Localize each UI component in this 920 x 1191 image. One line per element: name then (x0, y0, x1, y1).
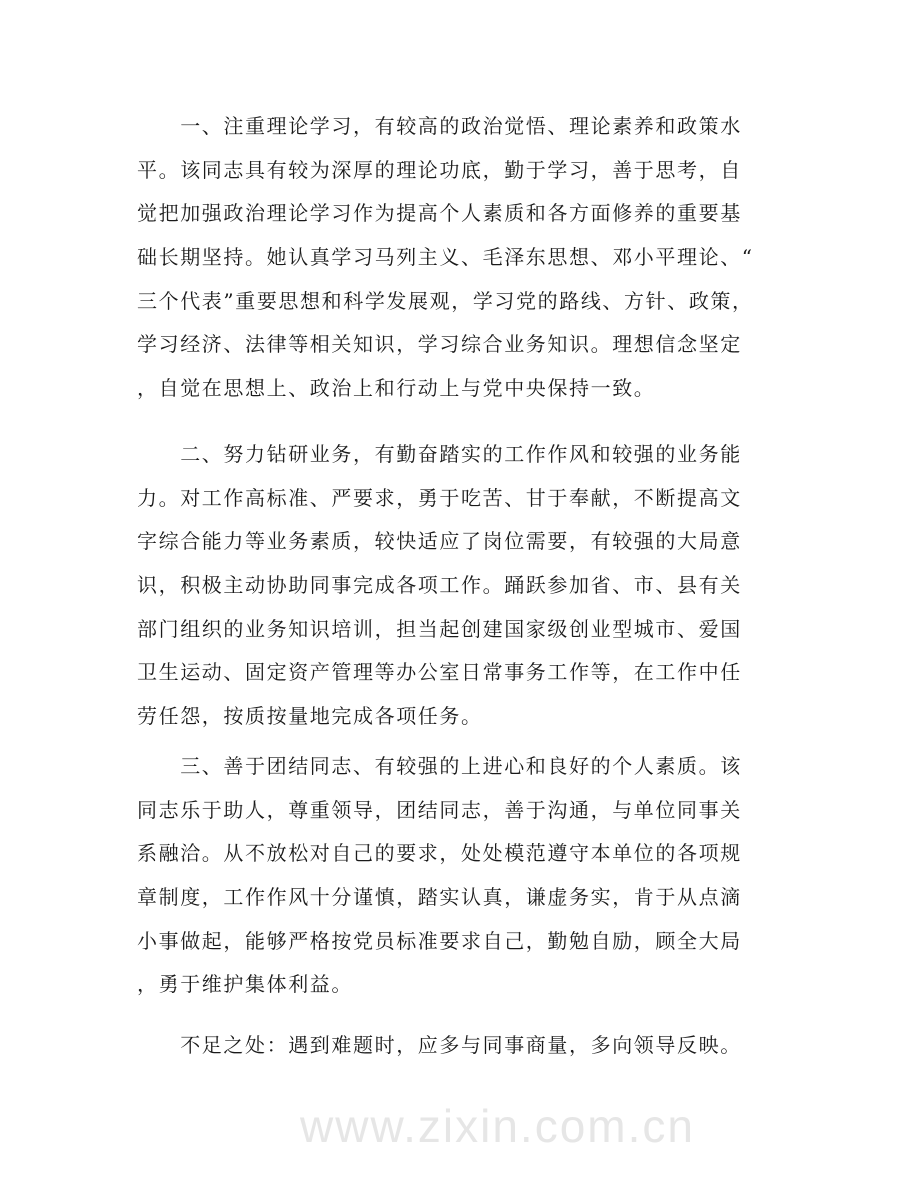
text-line: 三、善于团结同志、有较强的上进心和良好的个人素质。该 (137, 754, 742, 778)
text-line: 部门组织的业务知识培训，担当起创建国家级创业型城市、爱国 (137, 616, 742, 641)
text-line: 卫生运动、固定资产管理等办公室日常事务工作等，在工作中任 (137, 660, 742, 685)
text-line: 平。该同志具有较为深厚的理论功底，勤于学习，善于思考，自 (137, 157, 742, 182)
text-line: 系融洽。从不放松对自己的要求，处处模范遵守本单位的各项规 (137, 841, 742, 866)
text-line: 觉把加强政治理论学习作为提高个人素质和各方面修养的重要基 (137, 201, 742, 226)
text-line: 字综合能力等业务素质，较快适应了岗位需要，有较强的大局意 (137, 529, 742, 554)
text-line: 三个代表”重要思想和科学发展观，学习党的路线、方针、政策， (137, 288, 754, 313)
text-line: 同志乐于助人，尊重领导，团结同志，善于沟通，与单位同事关 (137, 797, 742, 822)
text-line: 劳任怨，按质按量地完成各项任务。 (137, 704, 483, 729)
text-line: 章制度，工作作风十分谨慎，踏实认真，谦虚务实，肯于从点滴 (137, 885, 742, 910)
text-line: ，勇于维护集体利益。 (137, 972, 353, 997)
paragraph-work-ability (137, 433, 777, 739)
text-line: 小事做起，能够严格按党员标准要求自己，勤勉自励，顾全大局 (137, 928, 742, 953)
text-line: 二、努力钻研业务，有勤奋踏实的工作作风和较强的业务能 (137, 442, 742, 466)
text-line: ，自觉在思想上、政治上和行动上与党中央保持一致。 (137, 376, 656, 401)
text-line: 一、注重理论学习，有较高的政治觉悟、理论素养和政策水 (137, 114, 742, 138)
text-line: 础长期坚持。她认真学习马列主义、毛泽东思想、邓小平理论、“ (137, 245, 754, 270)
text-line: 力。对工作高标准、严要求，勇于吃苦、甘于奉献，不断提高文 (137, 485, 742, 510)
paragraph-theory-study (137, 105, 777, 411)
watermark: www.zixin.com.cn (300, 1100, 695, 1152)
paragraph-shortcomings (137, 1024, 777, 1068)
paragraph-teamwork (137, 745, 777, 1007)
text-line: 识，积极主动协助同事完成各项工作。踊跃参加省、市、县有关 (137, 573, 742, 598)
text-line: 不足之处：遇到难题时，应多与同事商量，多向领导反映。 (137, 1033, 742, 1057)
text-line: 学习经济、法律等相关知识，学习综合业务知识。理想信念坚定 (137, 332, 742, 357)
